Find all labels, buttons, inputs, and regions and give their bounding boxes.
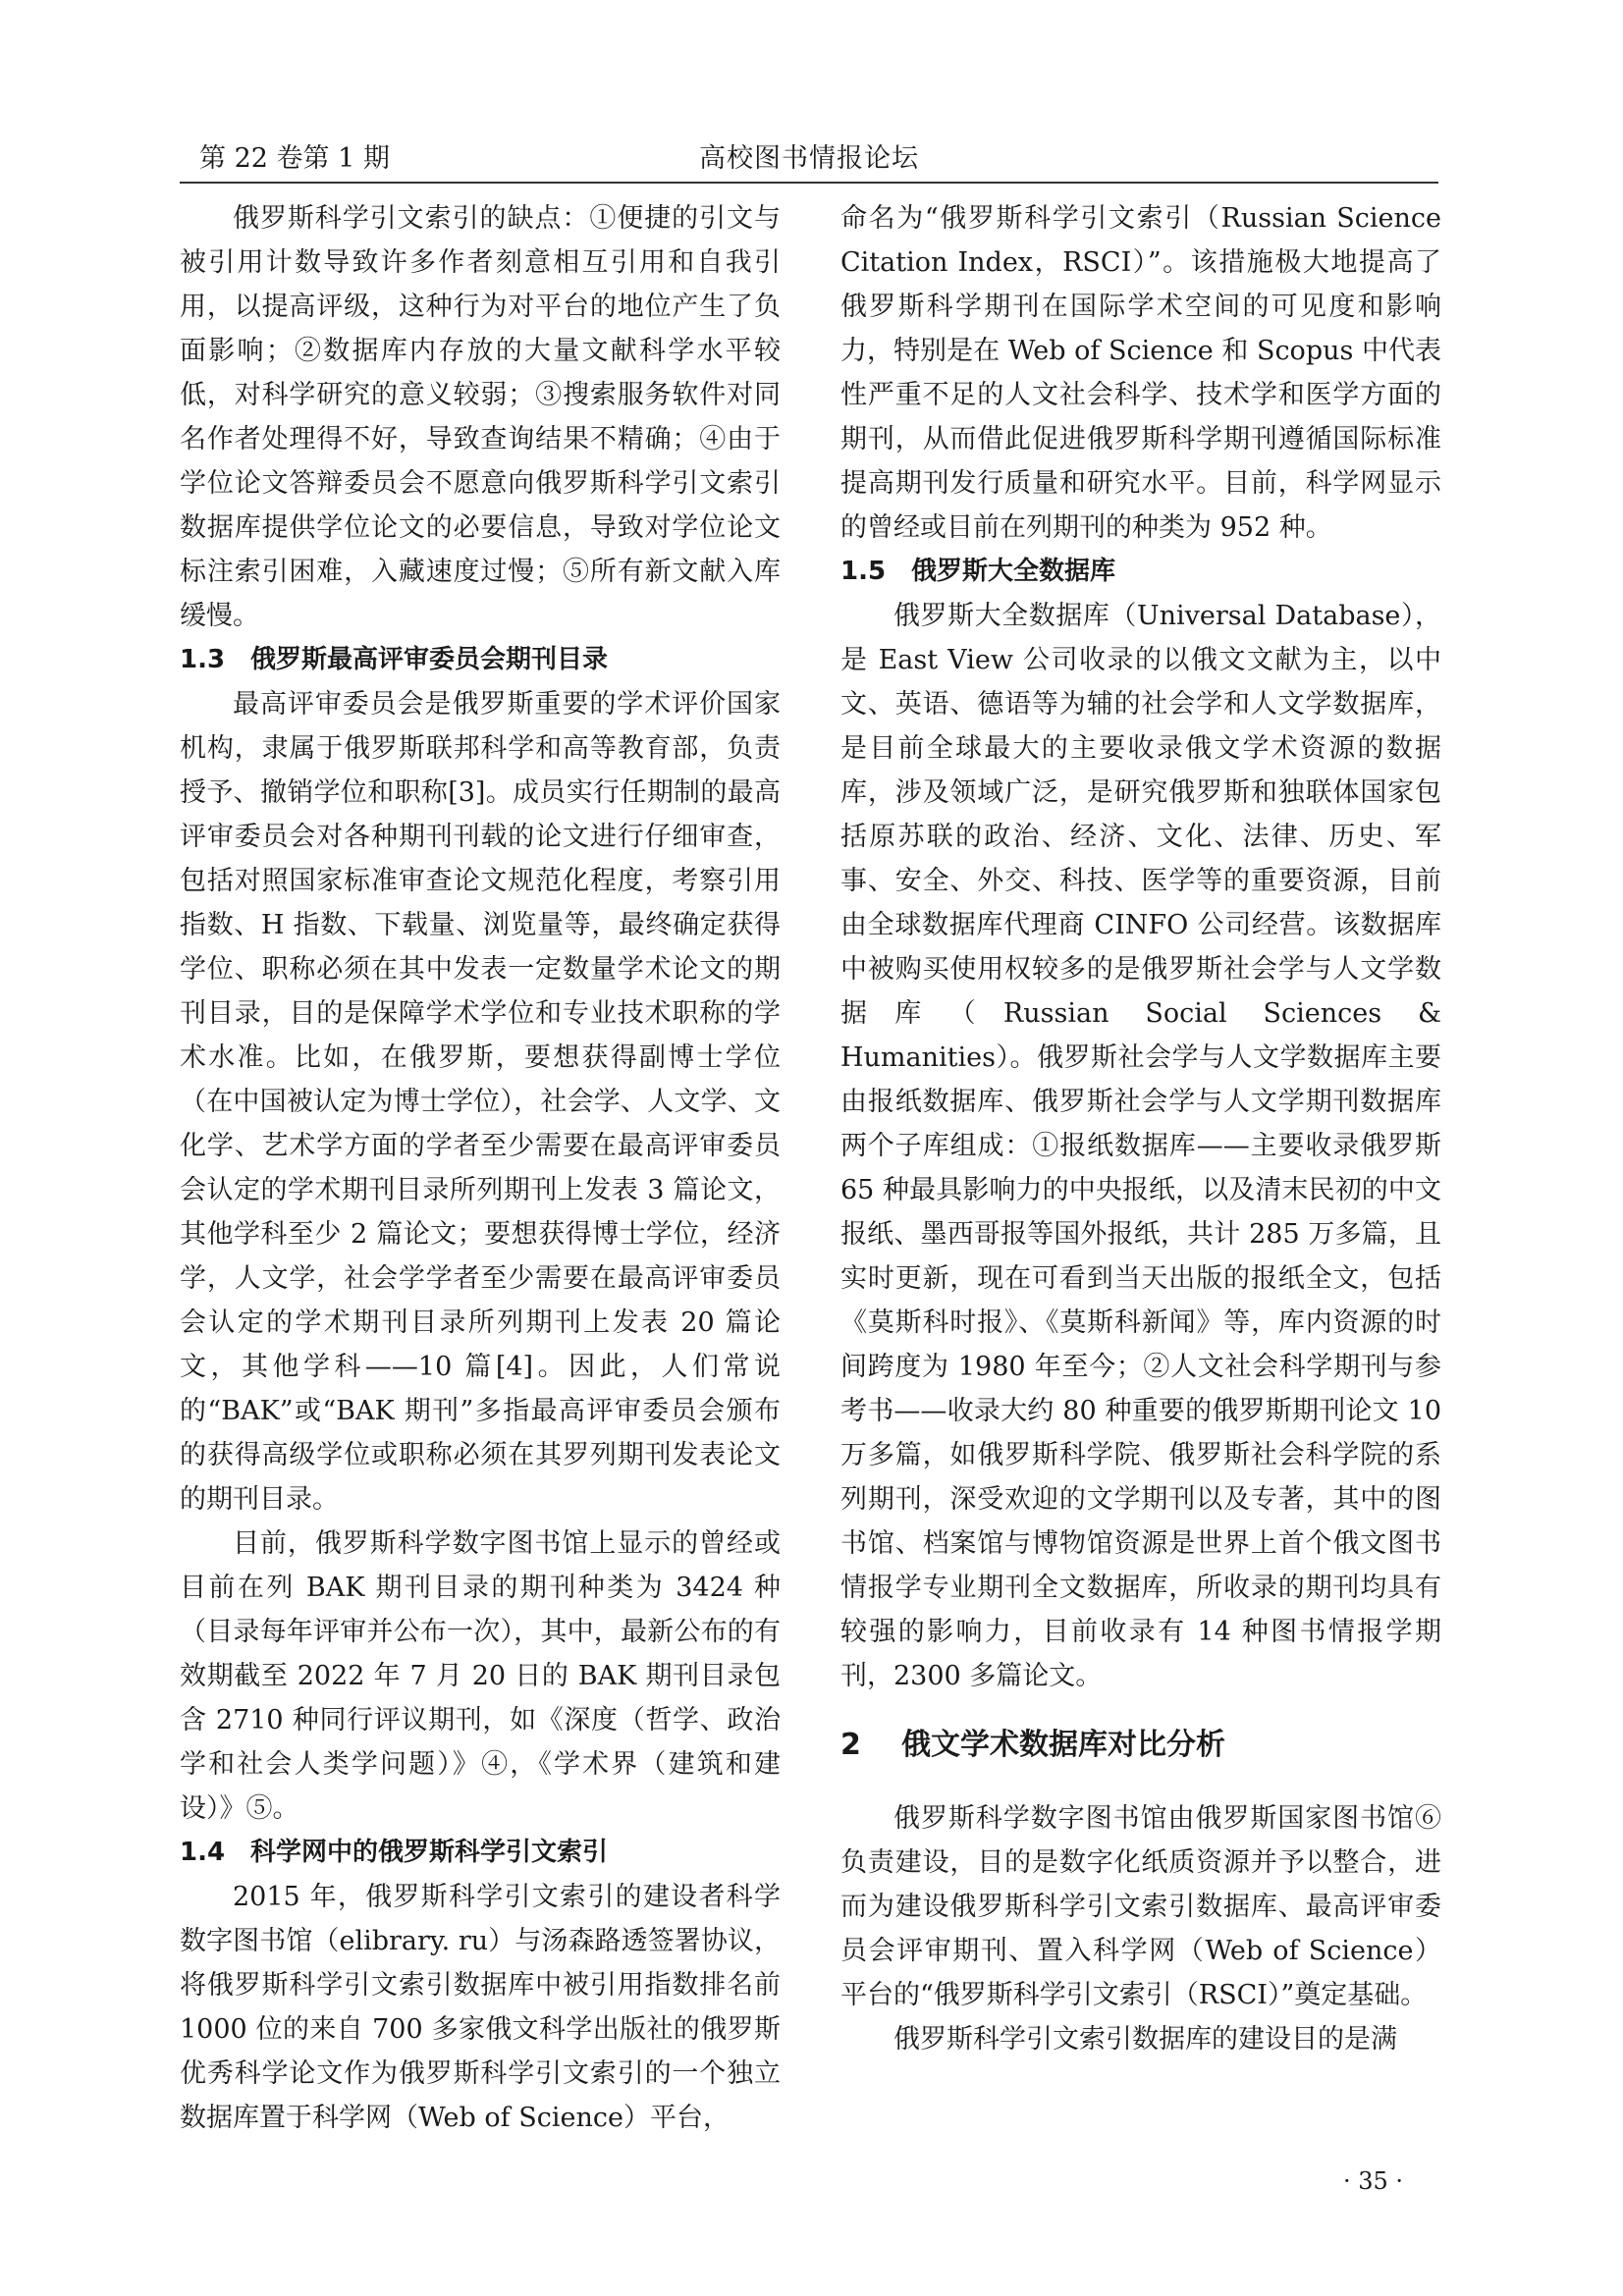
paragraph-rsci-wos: 2015 年，俄罗斯科学引文索引的建设者科学数字图书馆（elibrary. ru）与汤森路透签署协议，将俄罗斯科学引文索引数据库中被引用指数排名前 1000 位的来自 700 多家俄文科学出版社的俄罗斯优秀科学论文作为俄罗斯科学引文索引的一个独立数据库置于科学网（Web of Science）平台，: [180, 1882, 781, 2133]
page-number: · 35 ·: [1343, 2167, 1404, 2195]
journal-title: 高校图书情报论坛: [699, 143, 919, 174]
section-title: 科学网中的俄罗斯科学引文索引: [250, 1838, 609, 1867]
paragraph-vak-count: 目前，俄罗斯科学数字图书馆上显示的曾经或目前在列 BAK 期刊目录的期刊种类为 3424 种（目录每年评审并公布一次），其中，最新公布的有效期截至 2022 年 7 月 20 日的 BAK 期刊目录包含 2710 种同行评议期刊，如《深度（哲学、政治学和社会人类学问题）》④，《学术界（建筑和建设）》⑤。: [180, 1528, 781, 1824]
paragraph-rsci-continued: 命名为“俄罗斯科学引文索引（Russian Science Citation Index，RSCI）”。该措施极大地提高了俄罗斯科学期刊在国际学术空间的可见度和影响力，特别是在 Web of Science 和 Scopus 中代表性严重不足的人文社会科学、技术学和医学方面的期刊，从而借此促进俄罗斯科学期刊遵循国际标准提高期刊发行质量和研究水平。目前，科学网显示的曾经或目前在列期刊的种类为 952 种。: [840, 203, 1441, 543]
paragraph-drawbacks: 俄罗斯科学引文索引的缺点：①便捷的引文与被引用计数导致许多作者刻意相互引用和自我引用，以提高评级，这种行为对平台的地位产生了负面影响；②数据库内存放的大量文献科学水平较低，对科学研究的意义较弱；③搜索服务软件对同名作者处理得不好，导致查询结果不精确；④由于学位论文答辩委员会不愿意向俄罗斯科学引文索引数据库提供学位论文的必要信息，导致对学位论文标注索引困难，入藏速度过慢；⑤所有新文献入库缓慢。: [180, 203, 781, 631]
section-number: 1.3: [180, 645, 226, 674]
section-title: 俄罗斯大全数据库: [911, 557, 1116, 586]
section-heading-1-3: [180, 638, 781, 682]
paragraph-vak-committee: 最高评审委员会是俄罗斯重要的学术评价国家机构，隶属于俄罗斯联邦科学和高等教育部，负责授予、撤销学位和职称[3]。成员实行任期制的最高评审委员会对各种期刊刊载的论文进行仔细审查，包括对照国家标准审查论文规范化程度，考察引用指数、H 指数、下载量、浏览量等，最终确定获得学位、职称必须在其中发表一定数量学术论文的期刊目录，目的是保障学术学位和专业技术职称的学术水准。比如，在俄罗斯，要想获得副博士学位（在中国被认定为博士学位），社会学、人文学、文化学、艺术学方面的学者至少需要在最高评审委员会认定的学术期刊目录所列期刊上发表 3 篇论文，其他学科至少 2 篇论文；要想获得博士学位，经济学，人文学，社会学学者至少需要在最高评审委员会认定的学术期刊目录所列期刊上发表 20 篇论文，其他学科——10 篇[4]。因此，人们常说的“BAK”或“BAK 期刊”多指最高评审委员会颁布的获得高级学位或职称必须在其罗列期刊发表论文的期刊目录。: [180, 689, 781, 1515]
running-header: [180, 134, 1438, 184]
section-heading-1-5: [840, 550, 1441, 594]
section-title: 俄文学术数据库对比分析: [901, 1728, 1225, 1762]
volume-issue: 第 22 卷第 1 期: [199, 143, 390, 174]
paragraph-universal-database: 俄罗斯大全数据库（Universal Database），是 East View 公司收录的以俄文文献为主，以中文、英语、德语等为辅的社会学和人文学数据库，是目前全球最大的主要收录俄文学术资源的数据库，涉及领域广泛，是研究俄罗斯和独联体国家包括原苏联的政治、经济、文化、法律、历史、军事、安全、外交、科技、医学等的重要资源，目前由全球数据库代理商 CINFO 公司经营。该数据库中被购买使用权较多的是俄罗斯社会学与人文学数据库（Russian Social Sciences & Humanities）。俄罗斯社会学与人文学数据库主要由报纸数据库、俄罗斯社会学与人文学期刊数据库两个子库组成：①报纸数据库——主要收录俄罗斯 65 种最具影响力的中央报纸，以及清末民初的中文报纸、墨西哥报等国外报纸，共计 285 万多篇，且实时更新，现在可看到当天出版的报纸全文，包括《莫斯科时报》、《莫斯科新闻》等，库内资源的时间跨度为 1980 年至今；②人文社会科学期刊与参考书——收录大约 80 种重要的俄罗斯期刊论文 10 万多篇，如俄罗斯科学院、俄罗斯社会科学院的系列期刊，深受欢迎的文学期刊以及专著，其中的图书馆、档案馆与博物馆资源是世界上首个俄文图书情报学专业期刊全文数据库，所收录的期刊均具有较强的影响力，目前收录有 14 种图书情报学期刊，2300 多篇论文。: [840, 601, 1441, 1691]
left-column: [180, 196, 781, 2140]
section-number: 1.4: [180, 1838, 226, 1867]
section-heading-2: [840, 1724, 1441, 1767]
section-number: 2: [840, 1728, 861, 1762]
section-number: 1.5: [840, 557, 887, 586]
right-column: [840, 196, 1441, 2061]
section-title: 俄罗斯最高评审委员会期刊目录: [250, 645, 609, 674]
section-heading-1-4: [180, 1831, 781, 1875]
paragraph-elibrary: 俄罗斯科学数字图书馆由俄罗斯国家图书馆⑥负责建设，目的是数字化纸质资源并予以整合，进而为建设俄罗斯科学引文索引数据库、最高评审委员会评审期刊、置入科学网（Web of Science）平台的“俄罗斯科学引文索引（RSCI）”奠定基础。: [840, 1803, 1441, 2010]
paragraph-rsci-purpose: 俄罗斯科学引文索引数据库的建设目的是满: [893, 2024, 1397, 2055]
